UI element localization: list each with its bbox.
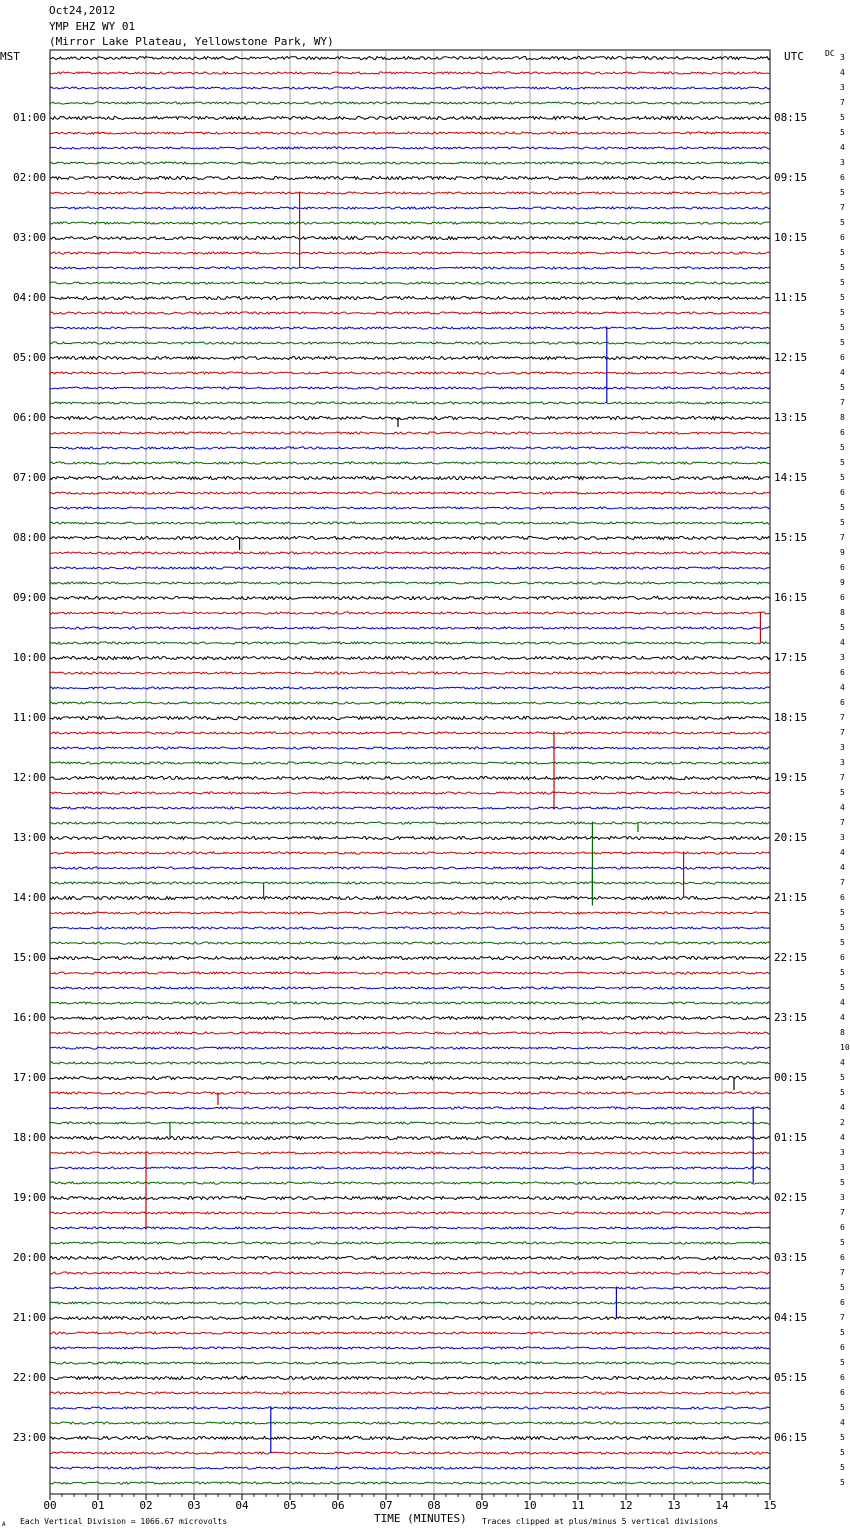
dc-offset-value: 5 <box>840 1358 845 1367</box>
dc-offset-value: 9 <box>840 578 845 587</box>
x-tick-label: 07 <box>379 1499 393 1512</box>
x-tick-label: 02 <box>139 1499 153 1512</box>
dc-offset-value: 7 <box>840 878 845 887</box>
left-hour-label: 06:00 <box>13 411 47 424</box>
dc-offset-value: 3 <box>840 1163 845 1172</box>
dc-offset-value: 3 <box>840 1148 845 1157</box>
seismic-trace <box>50 116 770 119</box>
dc-offset-value: 6 <box>840 1223 845 1232</box>
seismic-trace <box>50 882 770 884</box>
seismic-trace <box>50 1302 770 1304</box>
left-hour-label: 03:00 <box>13 231 47 244</box>
dc-offset-value: 6 <box>840 953 845 962</box>
left-hour-label: 09:00 <box>13 591 47 604</box>
x-tick-label: 15 <box>763 1499 777 1512</box>
dc-offset-value: 7 <box>840 818 845 827</box>
dc-offset-value: 5 <box>840 308 845 317</box>
dc-offset-value: 7 <box>840 728 845 737</box>
seismic-trace <box>50 1032 770 1034</box>
dc-offset-value: 4 <box>840 683 845 692</box>
x-tick-label: 04 <box>235 1499 249 1512</box>
seismic-trace <box>50 582 770 584</box>
x-tick-label: 03 <box>187 1499 201 1512</box>
left-hour-label: 10:00 <box>13 651 47 664</box>
left-hour-label: 11:00 <box>13 711 47 724</box>
seismic-trace <box>50 387 770 389</box>
left-hour-label: 16:00 <box>13 1011 47 1024</box>
dc-offset-value: 7 <box>840 1268 845 1277</box>
seismic-trace <box>50 867 770 869</box>
seismic-trace <box>50 1347 770 1349</box>
dc-offset-value: 5 <box>840 923 845 932</box>
dc-offset-value: 3 <box>840 53 845 62</box>
dc-offset-value: 5 <box>840 113 845 122</box>
x-axis-title: TIME (MINUTES) <box>374 1512 467 1525</box>
seismic-trace <box>50 1467 770 1469</box>
dc-offset-value: 5 <box>840 1463 845 1472</box>
scale-note: Each Vertical Division = 1066.67 microvolts <box>20 1517 228 1526</box>
seismic-trace <box>50 807 770 809</box>
seismic-trace <box>50 642 770 644</box>
x-tick-label: 05 <box>283 1499 297 1512</box>
seismic-trace <box>50 356 770 359</box>
dc-offset-value: 6 <box>840 353 845 362</box>
dc-offset-value: 5 <box>840 1433 845 1442</box>
seismic-trace <box>50 822 770 824</box>
seismic-trace <box>50 1436 770 1439</box>
seismic-trace <box>50 162 770 164</box>
x-tick-label: 11 <box>571 1499 585 1512</box>
right-hour-label: 19:15 <box>774 771 808 784</box>
x-tick-label: 09 <box>475 1499 489 1512</box>
seismic-trace <box>50 1016 770 1019</box>
left-hour-label: 02:00 <box>13 171 47 184</box>
left-hour-label: 14:00 <box>13 891 47 904</box>
seismic-trace <box>50 912 770 914</box>
seismic-trace <box>50 1196 770 1199</box>
seismic-trace <box>50 596 770 599</box>
dc-offset-value: 5 <box>840 908 845 917</box>
seismic-trace <box>50 702 770 704</box>
dc-offset-value: 6 <box>840 698 845 707</box>
seismic-trace <box>50 342 770 344</box>
dc-offset-value: 5 <box>840 503 845 512</box>
dc-offset-value: 8 <box>840 1028 845 1037</box>
seismic-trace <box>50 132 770 134</box>
seismic-trace <box>50 447 770 449</box>
dc-offset-value: 7 <box>840 773 845 782</box>
seismic-trace <box>50 236 770 239</box>
seismic-trace <box>50 312 770 314</box>
dc-offset-value: 7 <box>840 398 845 407</box>
seismic-trace <box>50 1076 770 1079</box>
dc-offset-value: 4 <box>840 1418 845 1427</box>
seismic-trace <box>50 1362 770 1364</box>
dc-offset-value: 5 <box>840 1478 845 1487</box>
record-date: Oct24,2012 <box>49 4 116 17</box>
dc-offset-value: 6 <box>840 1298 845 1307</box>
dc-offset-value: 6 <box>840 173 845 182</box>
seismic-trace <box>50 1167 770 1169</box>
dc-offset-value: 5 <box>840 518 845 527</box>
right-hour-label: 18:15 <box>774 711 808 724</box>
dc-offset-value: 3 <box>840 833 845 842</box>
seismic-trace <box>50 896 770 899</box>
dc-offset-value: 5 <box>840 293 845 302</box>
seismic-trace <box>50 1482 770 1484</box>
seismic-trace <box>50 87 770 89</box>
seismic-trace <box>50 192 770 194</box>
seismic-trace <box>50 1407 770 1409</box>
seismic-trace <box>50 462 770 464</box>
seismic-trace <box>50 1242 770 1244</box>
dc-offset-value: 3 <box>840 758 845 767</box>
dc-offset-value: 3 <box>840 83 845 92</box>
seismic-trace <box>50 1092 770 1094</box>
x-tick-label: 06 <box>331 1499 345 1512</box>
left-hour-label: 05:00 <box>13 351 47 364</box>
dc-offset-value: 6 <box>840 668 845 677</box>
x-tick-label: 00 <box>43 1499 57 1512</box>
dc-offset-value: 5 <box>840 383 845 392</box>
right-hour-label: 10:15 <box>774 231 808 244</box>
seismic-trace <box>50 72 770 74</box>
dc-offset-value: 6 <box>840 233 845 242</box>
dc-offset-value: 4 <box>840 848 845 857</box>
dc-offset-value: 8 <box>840 413 845 422</box>
seismic-trace <box>50 1272 770 1274</box>
dc-offset-value: 6 <box>840 1253 845 1262</box>
dc-offset-value: 5 <box>840 968 845 977</box>
station-code: YMP EHZ WY 01 <box>49 20 136 33</box>
left-hour-label: 15:00 <box>13 951 47 964</box>
right-hour-label: 06:15 <box>774 1431 808 1444</box>
dc-offset-value: 5 <box>840 458 845 467</box>
x-tick-label: 10 <box>523 1499 537 1512</box>
seismic-trace <box>50 1452 770 1454</box>
seismic-trace <box>50 147 770 149</box>
left-hour-label: 23:00 <box>13 1431 47 1444</box>
dc-offset-value: 4 <box>840 803 845 812</box>
dc-offset-value: 7 <box>840 713 845 722</box>
dc-offset-value: 5 <box>840 1073 845 1082</box>
seismic-trace <box>50 1122 770 1124</box>
seismic-trace <box>50 402 770 404</box>
dc-offset-value: 5 <box>840 263 845 272</box>
seismic-trace <box>50 1256 770 1259</box>
left-hour-label: 04:00 <box>13 291 47 304</box>
seismic-trace <box>50 282 770 284</box>
dc-offset-value: 4 <box>840 68 845 77</box>
dc-offset-value: 4 <box>840 1133 845 1142</box>
dc-offset-value: 4 <box>840 1058 845 1067</box>
seismic-trace <box>50 432 770 434</box>
x-tick-label: 12 <box>619 1499 633 1512</box>
dc-offset-value: 5 <box>840 1178 845 1187</box>
right-hour-label: 17:15 <box>774 651 808 664</box>
seismic-trace <box>50 1136 770 1139</box>
right-hour-label: 09:15 <box>774 171 808 184</box>
right-hour-label: 08:15 <box>774 111 808 124</box>
seismic-trace <box>50 942 770 944</box>
right-hour-label: 23:15 <box>774 1011 808 1024</box>
right-hour-label: 22:15 <box>774 951 808 964</box>
left-hour-label: 07:00 <box>13 471 47 484</box>
right-hour-label: 20:15 <box>774 831 808 844</box>
seismic-trace <box>50 927 770 929</box>
dc-offset-value: 5 <box>840 128 845 137</box>
seismic-trace <box>50 836 770 839</box>
seismic-trace <box>50 1376 770 1379</box>
seismic-trace <box>50 1152 770 1154</box>
seismic-trace <box>50 956 770 959</box>
left-hour-label: 19:00 <box>13 1191 47 1204</box>
dc-offset-value: 6 <box>840 893 845 902</box>
dc-offset-value: 7 <box>840 533 845 542</box>
seismic-trace <box>50 1332 770 1334</box>
seismic-trace <box>50 222 770 224</box>
seismic-trace <box>50 656 770 659</box>
seismic-trace <box>50 1182 770 1184</box>
seismic-trace <box>50 987 770 989</box>
dc-offset-value: 5 <box>840 938 845 947</box>
seismic-trace <box>50 1287 770 1289</box>
seismic-trace <box>50 627 770 629</box>
clip-note: Traces clipped at plus/minus 5 vertical divisions <box>482 1517 719 1526</box>
right-hour-label: 12:15 <box>774 351 808 364</box>
dc-offset-value: 5 <box>840 473 845 482</box>
dc-offset-value: 5 <box>840 1403 845 1412</box>
dc-offset-value: 4 <box>840 998 845 1007</box>
right-hour-label: 00:15 <box>774 1071 808 1084</box>
left-hour-label: 22:00 <box>13 1371 47 1384</box>
dc-offset-value: 5 <box>840 218 845 227</box>
right-hour-label: 02:15 <box>774 1191 808 1204</box>
dc-offset-value: 5 <box>840 788 845 797</box>
seismic-trace <box>50 762 770 764</box>
seismic-trace <box>50 176 770 179</box>
left-hour-label: 17:00 <box>13 1071 47 1084</box>
seismic-trace <box>50 1002 770 1004</box>
dc-offset-value: 5 <box>840 1328 845 1337</box>
dc-offset-value: 5 <box>840 248 845 257</box>
seismic-trace <box>50 1047 770 1049</box>
seismic-trace <box>50 612 770 614</box>
left-hour-label: 21:00 <box>13 1311 47 1324</box>
right-timezone-label: UTC <box>784 50 804 63</box>
dc-offset-value: 3 <box>840 743 845 752</box>
seismic-trace <box>50 716 770 719</box>
left-hour-label: 13:00 <box>13 831 47 844</box>
seismic-trace <box>50 1392 770 1394</box>
dc-offset-value: 5 <box>840 1088 845 1097</box>
dc-offset-value: 5 <box>840 623 845 632</box>
seismic-trace <box>50 792 770 794</box>
dc-offset-value: 2 <box>840 1118 845 1127</box>
dc-offset-value: 6 <box>840 1388 845 1397</box>
dc-offset-value: 6 <box>840 1343 845 1352</box>
seismic-trace <box>50 492 770 494</box>
dc-offset-value: 5 <box>840 323 845 332</box>
left-hour-label: 20:00 <box>13 1251 47 1264</box>
right-hour-label: 03:15 <box>774 1251 808 1264</box>
right-hour-label: 04:15 <box>774 1311 808 1324</box>
seismic-trace <box>50 732 770 734</box>
dc-offset-value: 7 <box>840 98 845 107</box>
x-tick-label: 01 <box>91 1499 105 1512</box>
seismic-trace <box>50 102 770 104</box>
dc-offset-value: 5 <box>840 443 845 452</box>
dc-offset-value: 7 <box>840 1208 845 1217</box>
right-hour-label: 11:15 <box>774 291 808 304</box>
right-hour-label: 05:15 <box>774 1371 808 1384</box>
dc-offset-value: 6 <box>840 488 845 497</box>
seismic-trace <box>50 776 770 779</box>
dc-offset-value: 9 <box>840 548 845 557</box>
seismic-trace <box>50 1212 770 1214</box>
seismic-trace <box>50 416 770 419</box>
right-hour-label: 01:15 <box>774 1131 808 1144</box>
dc-offset-value: 3 <box>840 158 845 167</box>
dc-offset-value: 6 <box>840 563 845 572</box>
dc-offset-value: 5 <box>840 188 845 197</box>
left-hour-label: 12:00 <box>13 771 47 784</box>
seismic-trace <box>50 296 770 299</box>
seismic-trace <box>50 567 770 569</box>
seismic-trace <box>50 507 770 509</box>
right-hour-label: 21:15 <box>774 891 808 904</box>
seismic-trace <box>50 552 770 554</box>
dc-offset-header: DC <box>825 49 835 58</box>
seismic-trace <box>50 972 770 974</box>
dc-offset-value: 6 <box>840 1373 845 1382</box>
dc-offset-value: 5 <box>840 1283 845 1292</box>
seismic-trace <box>50 372 770 374</box>
dc-offset-value: 6 <box>840 593 845 602</box>
x-tick-label: 14 <box>715 1499 729 1512</box>
seismic-trace <box>50 56 770 59</box>
right-hour-label: 13:15 <box>774 411 808 424</box>
right-hour-label: 15:15 <box>774 531 808 544</box>
seismic-trace <box>50 1422 770 1424</box>
seismic-trace <box>50 1062 770 1064</box>
x-tick-label: 08 <box>427 1499 441 1512</box>
dc-offset-value: 7 <box>840 1313 845 1322</box>
dc-offset-value: 6 <box>840 428 845 437</box>
dc-offset-value: 10 <box>840 1043 850 1052</box>
dc-offset-value: 4 <box>840 638 845 647</box>
left-hour-label: 18:00 <box>13 1131 47 1144</box>
dc-offset-value: 4 <box>840 368 845 377</box>
seismic-trace <box>50 476 770 479</box>
seismic-trace <box>50 252 770 254</box>
seismic-trace <box>50 747 770 749</box>
seismic-trace <box>50 1107 770 1109</box>
left-timezone-label: MST <box>0 50 20 63</box>
seismic-trace <box>50 207 770 209</box>
seismic-trace <box>50 522 770 524</box>
dc-offset-value: 7 <box>840 203 845 212</box>
dc-offset-value: 4 <box>840 143 845 152</box>
seismic-trace <box>50 852 770 854</box>
seismic-trace <box>50 536 770 539</box>
seismic-trace <box>50 1227 770 1229</box>
dc-offset-value: 5 <box>840 278 845 287</box>
seismic-trace <box>50 672 770 674</box>
dc-offset-value: 4 <box>840 1103 845 1112</box>
dc-offset-value: 5 <box>840 1448 845 1457</box>
dc-offset-value: 4 <box>840 863 845 872</box>
dc-offset-value: 8 <box>840 608 845 617</box>
seismic-trace <box>50 327 770 329</box>
seismic-trace <box>50 267 770 269</box>
right-hour-label: 14:15 <box>774 471 808 484</box>
corner-mark: A <box>2 1521 6 1528</box>
left-hour-label: 01:00 <box>13 111 47 124</box>
dc-offset-value: 5 <box>840 338 845 347</box>
right-hour-label: 16:15 <box>774 591 808 604</box>
seismic-trace <box>50 687 770 689</box>
dc-offset-value: 4 <box>840 1013 845 1022</box>
dc-offset-value: 3 <box>840 653 845 662</box>
dc-offset-value: 5 <box>840 1238 845 1247</box>
x-tick-label: 13 <box>667 1499 681 1512</box>
dc-offset-value: 5 <box>840 983 845 992</box>
dc-offset-value: 3 <box>840 1193 845 1202</box>
left-hour-label: 08:00 <box>13 531 47 544</box>
seismic-trace <box>50 1316 770 1319</box>
station-location: (Mirror Lake Plateau, Yellowstone Park, WY) <box>49 35 334 48</box>
